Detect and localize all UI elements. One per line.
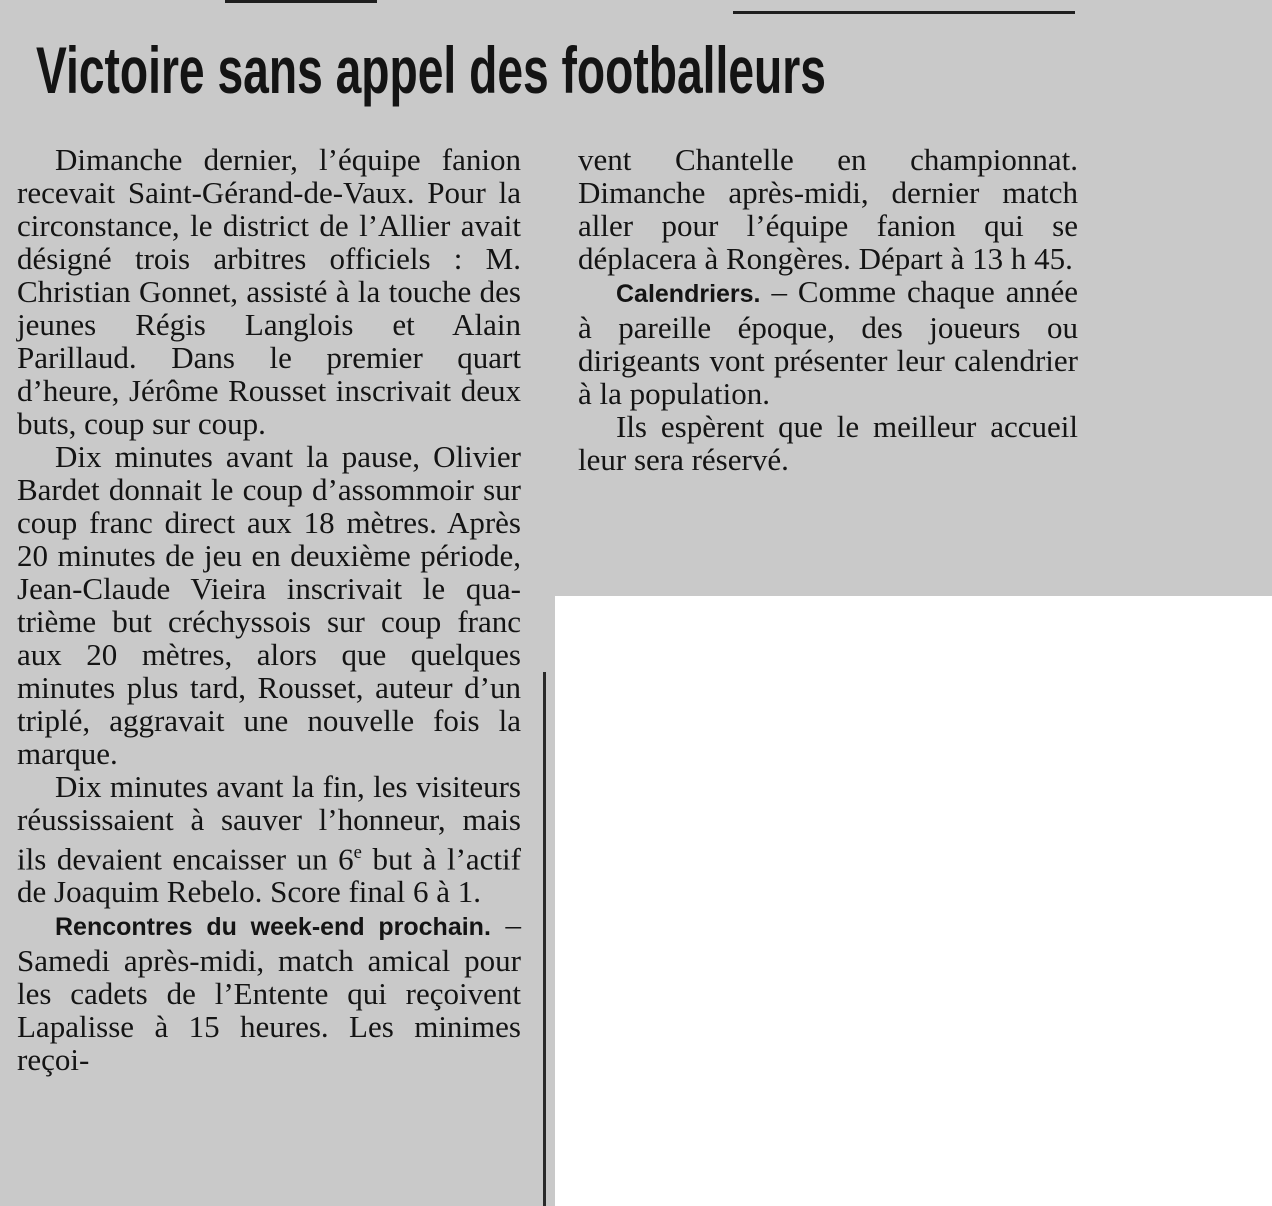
top-rule-left <box>225 0 377 3</box>
section-kicker-rencontres: Rencontres du week-end prochain. <box>55 913 491 942</box>
paragraph-3 <box>17 770 521 908</box>
paragraph-6 <box>578 275 1078 410</box>
paragraph-3-text-b: but à l’actif de Joaquim Rebelo. Score final 6 à 1. <box>17 841 521 910</box>
ordinal-suffix: e <box>353 842 362 863</box>
paragraph-7: Ils espèrent que le meilleur accueil leur sera réservé. <box>578 409 1078 477</box>
article-column-1 <box>17 143 521 1076</box>
headline: Victoire sans appel des footballeurs <box>36 33 826 107</box>
column-rule <box>543 672 546 1206</box>
paragraph-5: vent Chantelle en championnat. Dimanche après-midi, dernier match aller pour l’équipe fanion qui se déplacera à Rongères. Départ à 13 h 45. <box>578 142 1078 276</box>
paragraph-6-text: – Comme chaque année à pareille époque, des joueurs ou dirigeants vont présenter leur calendrier à la population. <box>578 274 1078 411</box>
paragraph-4 <box>17 908 521 1076</box>
section-kicker-calendriers: Calendriers. <box>616 280 761 308</box>
paragraph-2: Dix minutes avant la pause, Olivier Bardet donnait le coup d’assommoir sur coup franc direct aux 18 mètres. Après 20 minutes de jeu en deuxième période, Jean-Claude Vieira inscrivait le quatrième but créchyssois sur coup franc aux 20 mètres, alors que quelques minutes plus tard, Rousset, auteur d’un triplé, aggravait une nouvelle fois la marque. <box>17 439 521 771</box>
paragraph-3-text-a: Dix minutes avant la fin, les visiteurs réussissaient à sauver l’honneur, mais ils devaient encaisser un 6 <box>17 769 521 877</box>
article-column-2 <box>578 143 1078 476</box>
paragraph-4-text: – Samedi après-midi, match amical pour les cadets de l’Entente qui reçoivent Lapalisse à 15 heures. Les minimes reçoi- <box>17 907 522 1078</box>
top-rule-right <box>733 11 1075 14</box>
paragraph-1: Dimanche dernier, l’équipe fanion recevait Saint-Gérand-de-Vaux. Pour la circonstance, le district de l’Allier avait désigné trois arbitres officiels : M. Christian Gonnet, assisté à la touche des jeunes Régis Langlois et Alain Parillaud. Dans le premier quart d’heure, Jérôme Rousset inscrivait deux buts, coup sur coup. <box>17 142 521 441</box>
